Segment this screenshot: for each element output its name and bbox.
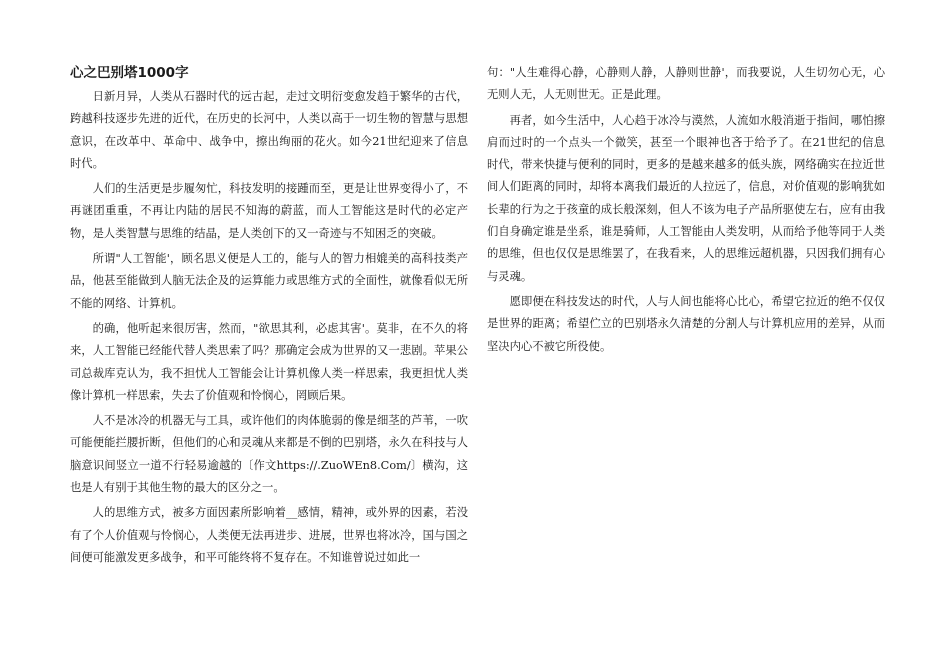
paragraph: 的确，他听起来很厉害，然而，"欲思其利，必虑其害'。莫非，在不久的将来，人工智能已经能代替人类思索了吗？那确定会成为世界的又一悲剧。苹果公司总裁库克认为，我不担忧人工智能会让计算机像人类一样思索，我更担忧人类像计算机一样思索，失去了价值观和怜悯心，罔顾后果。 bbox=[70, 321, 468, 402]
left-column bbox=[70, 62, 468, 572]
right-column bbox=[487, 62, 885, 361]
paragraph: 所谓"人工智能'，顾名思义便是人工的，能与人的智力相媲美的高科技类产品，他甚至能做到人脑无法企及的运算能力或思维方式的全面性，就像看似无所不能的网络、计算机。 bbox=[70, 252, 468, 310]
paragraph-continuation: 句："人生难得心静，心静则人静，人静则世静'，而我要说，人生切勿心无，心无则人无，人无则世无。正是此理。 bbox=[487, 66, 885, 102]
paragraph: 人们的生活更是步履匆忙，科技发明的接踵而至，更是让世界变得小了，不再谜团重重，不再让内陆的居民不知海的蔚蓝，而人工智能这是时代的必定产物，是人类智慧与思维的结晶，是人类创下的又一奇迹与不知困乏的突破。 bbox=[70, 182, 468, 240]
paragraph: 再者，如今生活中，人心趋于冰冷与漠然，人流如水般消逝于指间，哪怕擦肩而过时的一个点头一个微笑，甚至一个眼神也吝于给予了。在21世纪的信息时代，带来快捷与便利的同时，更多的是越来越多的低头族，网络确实在拉近世间人们距离的同时，却将本离我们最近的人拉远了，信息，对价值观的影响犹如长辈的行为之于孩童的成长般深刻，但人不该为电子产品所驱使左右，应有由我们自身确定谁是坐系，谁是骑师，人工智能由人类发明，从而给予他等同于人类的思维，但也仅仅是思维罢了，在我看来，人的思维远超机器，只因我们拥有心与灵魂。 bbox=[487, 113, 885, 283]
paragraph: 日新月异，人类从石器时代的远古起，走过文明衍变愈发趋于繁华的古代，跨越科技逐步先进的近代，在历史的长河中，人类以高于一切生物的智慧与思想意识，在改革中、革命中、战争中，擦出绚丽的花火。如今21世纪迎来了信息时代。 bbox=[70, 90, 468, 170]
paragraph: 人的思维方式，被多方面因素所影响着__感情，精神，或外界的因素，若没有了个人价值观与怜悯心，人类便无法再进步、进展，世界也将冰冷，国与国之间便可能激发更多战争，和平可能终将不复存在。不知谁曾说过如此一 bbox=[70, 506, 468, 564]
article-title: 心之巴别塔1000字 bbox=[70, 65, 189, 81]
paragraph: 人不是冰冷的机器无与工具，或许他们的肉体脆弱的像是细茎的芦苇，一吹可能便能拦腰折断，但他们的心和灵魂从来都是不倒的巴别塔，永久在科技与人脑意识间竖立一道不行轻易逾越的〔作文https://.ZuoWEn8.Com/〕横沟，这也是人有别于其他生物的最大的区分之一。 bbox=[70, 414, 468, 495]
paragraph: 愿即便在科技发达的时代，人与人间也能将心比心，希望它拉近的绝不仅仅是世界的距离；希望伫立的巴别塔永久清楚的分割人与计算机应用的差异，从而坚决内心不被它所役使。 bbox=[487, 294, 885, 353]
